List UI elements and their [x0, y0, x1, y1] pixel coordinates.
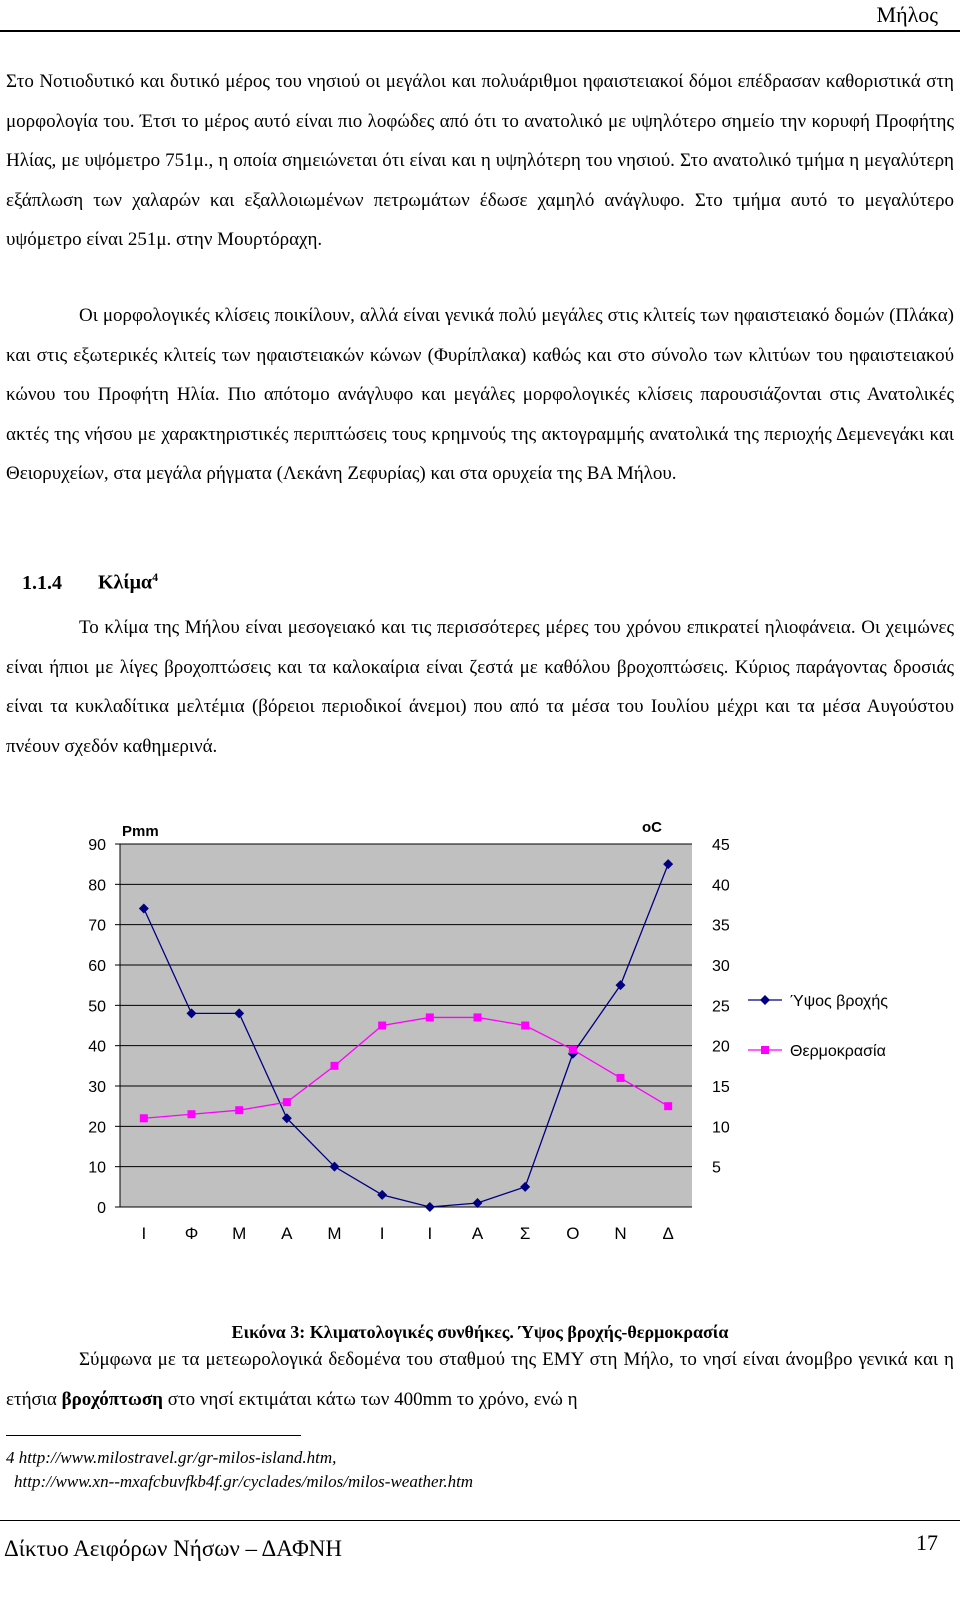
plot-area: [120, 844, 692, 1207]
paragraph-rainfall: [6, 1340, 954, 1419]
point-temperature: [521, 1022, 529, 1030]
footnote-rule: [6, 1435, 301, 1436]
section-heading: [22, 570, 158, 595]
x-tick-label: Φ: [184, 1224, 199, 1243]
y-tick-label-right: 25: [712, 998, 730, 1016]
y-tick-label-right: 30: [712, 958, 730, 975]
page-number: 17: [916, 1530, 938, 1555]
y-tick-label-right: 15: [712, 1079, 730, 1096]
point-temperature: [474, 1013, 482, 1021]
legend-marker: [760, 995, 770, 1005]
x-tick-label: Ν: [614, 1224, 627, 1243]
section-title: Κλίμα: [98, 571, 153, 594]
y-tick-label-right: 40: [712, 877, 730, 895]
x-tick-label: Σ: [519, 1224, 531, 1243]
footnote-line-1: 4 http://www.milostravel.gr/gr-milos-island.htm,: [6, 1448, 337, 1467]
plot-background: [120, 844, 692, 1207]
point-temperature: [331, 1062, 339, 1070]
legend-label: Θερμοκρασία: [790, 1043, 886, 1060]
footnote: [6, 1446, 473, 1494]
x-tick-label: Α: [471, 1224, 484, 1243]
y-tick-label-left: 40: [88, 1038, 106, 1056]
y-tick-label-left: 80: [88, 877, 106, 895]
header-title: Μήλος: [876, 2, 938, 27]
point-temperature: [235, 1106, 243, 1114]
point-temperature: [617, 1074, 625, 1082]
paragraph-morphology-slopes: Οι μορφολογικές κλίσεις ποικίλουν, αλλά είναι γενικά πολύ μεγάλες στις κλιτείς των ηφαιστειακό δομών (Πλάκα) και στις εξωτερικές κλιτείς των ηφαιστειακών κώνων (Φυρίπλακα) καθώς και στο σύνολο των κλιτύων του ηφαιστειακού κώνου του Προφήτη Ηλία. Πιο απότομο ανάγλυφο και μεγάλες μορφολογικές κλίσεις παρουσιάζονται στις Ανατολικές ακτές της νήσου με χαρακτηριστικές περιπτώσεις τους κρημνούς της ακτογραμμής ανατολικά της περιοχής Δεμενεγάκι και Θειορυχείων, στα μεγάλα ρήγματα (Λεκάνη Ζεφυρίας) και στα ορυχεία της ΒΑ Μήλου.: [6, 305, 954, 484]
rainfall-text-bold: βροχόπτωση: [61, 1388, 163, 1410]
point-temperature: [140, 1114, 148, 1122]
y-axis-label-left: Pmm: [122, 823, 159, 840]
rainfall-text-a: Σύμφωνα με τα μετεωρολογικά δεδομένα του σταθμού της ΕΜΥ στη Μήλο, το νησί είναι άνομβρο γενικά και η ετήσια: [6, 1349, 954, 1410]
header-rule: [0, 30, 960, 32]
section-number: 1.1.4: [22, 571, 62, 594]
y-tick-label-left: 0: [97, 1200, 106, 1217]
legend-label: Ύψος βροχής: [790, 993, 888, 1010]
point-temperature: [188, 1110, 196, 1118]
x-tick-label: Ο: [566, 1224, 580, 1243]
point-temperature: [283, 1098, 291, 1106]
point-temperature: [569, 1046, 577, 1054]
y-tick-label-left: 10: [88, 1159, 106, 1177]
x-tick-label: Μ: [232, 1224, 247, 1243]
y-tick-label-right: 45: [712, 837, 730, 854]
point-temperature: [378, 1022, 386, 1030]
footer-text: Δίκτυο Αειφόρων Νήσων – ΔΑΦΝΗ: [4, 1536, 342, 1561]
footer-rule: [0, 1520, 960, 1521]
x-tick-label: Ι: [379, 1224, 385, 1243]
x-tick-label: Ι: [427, 1224, 433, 1243]
x-tick-label: Δ: [662, 1224, 674, 1243]
y-tick-label-left: 30: [88, 1079, 106, 1096]
point-temperature: [426, 1013, 434, 1021]
chart-legend: [748, 993, 888, 1060]
rainfall-text-b: στο νησί εκτιμάται κάτω των 400mm το χρόνο, ενώ η: [162, 1388, 578, 1410]
paragraph-morphology-west: Στο Νοτιοδυτικό και δυτικό μέρος του νησιού οι μεγάλοι και πολυάριθμοι ηφαιστειακοί δόμοι επέδρασαν καθοριστικά στη μορφολογία του. Έτσι το μέρος αυτό είναι πιο λοφώδες από ότι το ανατολικό με υψηλότερο σημείο την κορυφή Προφήτης Ηλίας, με υψόμετρο 751μ., η οποία σημειώνεται ότι είναι και η υψηλότερη του νησιού. Στο ανατολικό τμήμα η μεγαλύτερη εξάπλωση των χαλαρών και εξαλλοιωμένων πετρωμάτων έδωσε χαμηλό ανάγλυφο. Στο τμήμα αυτό το μεγαλύτερο υψόμετρο είναι 251μ. στην Μουρτόραχη.: [6, 71, 954, 250]
y-tick-label-right: 5: [712, 1159, 721, 1177]
y-axis-label-right: oC: [642, 819, 662, 836]
legend-marker: [761, 1046, 769, 1054]
page-header: [0, 0, 960, 30]
paragraph-climate: Το κλίμα της Μήλου είναι μεσογειακό και τις περισσότερες μέρες του χρόνου επικρατεί ηλιοφάνεια. Οι χειμώνες είναι ήπιοι με λίγες βροχοπτώσεις και τα καλοκαίρια είναι ζεστά με καθόλου βροχοπτώσεις. Κύριος παράγοντας δροσιάς είναι τα κυκλαδίτικα μελτέμια (βόρειοι περιοδικοί άνεμοι) που από τα μέσα του Ιουλίου μέχρι και τα μέσα Αυγούστου πνέουν σχεδόν καθημερινά.: [6, 617, 954, 757]
footnote-line-2: http://www.xn--mxafcbuvfkb4f.gr/cyclades/milos/milos-weather.htm: [14, 1472, 474, 1491]
figure-caption: Εικόνα 3: Κλιματολογικές συνθήκες. Ύψος βροχής-θερμοκρασία: [231, 1322, 729, 1342]
y-tick-label-left: 90: [88, 837, 106, 854]
y-tick-label-right: 20: [712, 1038, 730, 1056]
y-tick-label-left: 50: [88, 998, 106, 1016]
y-tick-label-right: 35: [712, 917, 730, 935]
x-tick-label: Μ: [327, 1224, 342, 1243]
x-tick-label: Α: [281, 1224, 293, 1243]
x-tick-label: Ι: [141, 1224, 147, 1243]
climate-chart: [40, 810, 940, 1280]
y-tick-label-right: 10: [712, 1119, 730, 1137]
section-footnote-ref: 4: [152, 570, 159, 584]
y-tick-label-left: 20: [88, 1119, 106, 1137]
y-tick-label-left: 70: [88, 917, 106, 935]
y-tick-label-left: 60: [88, 958, 106, 975]
point-temperature: [664, 1102, 672, 1110]
